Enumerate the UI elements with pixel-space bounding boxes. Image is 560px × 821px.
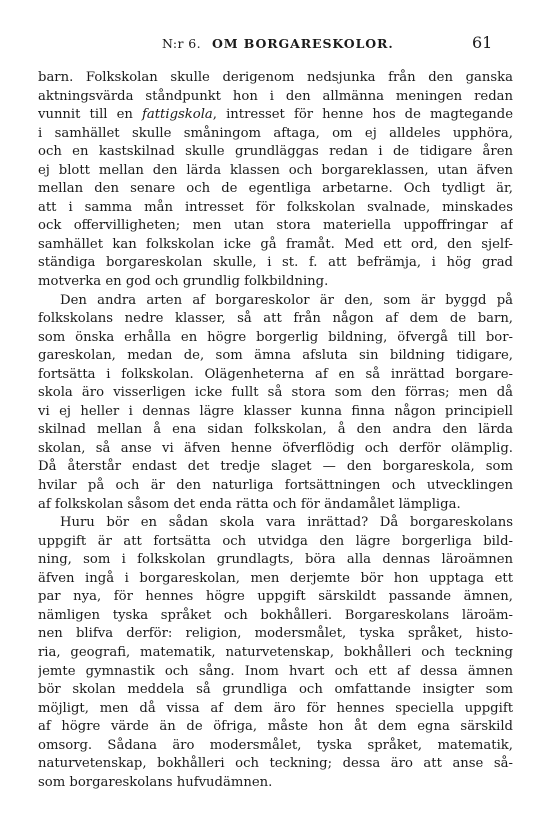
text-line [38, 533, 513, 552]
line-text: skola äro visserligen icke fullt så stora som den förras; men då [38, 385, 513, 401]
running-title: OM BORGARESKOLOR. [212, 36, 394, 51]
text-line [38, 106, 513, 125]
line-text: Huru bör en sådan skola vara inrättad? Då borgareskolans [60, 515, 513, 531]
text-line [38, 403, 513, 422]
line-text: af folkskolan såsom det enda rätta och för ändamålet lämpliga. [38, 496, 461, 512]
line-text: nen blifva derför: religion, modersmålet, tyska språket, histo- [38, 626, 513, 642]
line-text: par nya, för hennes högre uppgift särskildt passande ämnen, [38, 589, 513, 605]
text-line [38, 292, 513, 311]
text-line [38, 421, 513, 440]
line-text: fortsätta i folkskolan. Olägenheterna af en så inrättad borgare- [38, 366, 513, 382]
page-number: 61 [472, 33, 493, 52]
line-text: uppgift är att fortsätta och utvidga den lägre borgerliga bild- [38, 533, 513, 549]
text-line [38, 681, 513, 700]
paragraph [38, 292, 513, 515]
text-line [38, 607, 513, 626]
text-line [38, 217, 513, 236]
text-line [38, 496, 513, 515]
line-text: naturvetenskap, bokhålleri och teckning; dessa äro att anse så- [38, 756, 513, 772]
paragraph [38, 514, 513, 792]
text-line [38, 347, 513, 366]
line-text: att i samma mån intresset för folkskolan svalnade, minskades [38, 199, 513, 215]
line-text: vi ej heller i dennas lägre klasser kunna finna någon principiell [38, 403, 513, 419]
line-text: Den andra arten af borgareskolor är den, som är byggd på [60, 292, 513, 308]
emphasized-word: fattigskola [142, 107, 213, 123]
text-line [38, 69, 513, 88]
text-line [38, 88, 513, 107]
text-line [38, 310, 513, 329]
line-text: Då återstår endast det tredje slaget — den borgareskola, som [38, 459, 513, 475]
line-text: i samhället skulle småningom aftaga, om ej alldeles upphöra, [38, 125, 513, 141]
line-text: folkskolans nedre klasser, så att från någon af dem de barn, [38, 311, 513, 327]
line-text: aktningsvärda ståndpunkt hon i den allmänna meningen redan [38, 88, 513, 104]
paragraph [38, 69, 513, 292]
text-line [38, 718, 513, 737]
text-line [38, 366, 513, 385]
body-text [38, 69, 513, 792]
running-head [0, 33, 560, 56]
text-line [38, 180, 513, 199]
text-line [38, 384, 513, 403]
text-line [38, 700, 513, 719]
text-line [38, 236, 513, 255]
text-line [38, 125, 513, 144]
line-text: skilnad mellan å ena sidan folkskolan, å den andra den lärda [38, 422, 513, 438]
line-text: af högre värde än de öfriga, måste hon åt dem egna särskild [38, 719, 513, 735]
line-text: nämligen tyska språket och bokhålleri. Borgareskolans läroäm- [38, 607, 513, 623]
text-line [38, 440, 513, 459]
line-text: bör skolan meddela så grundliga och omfattande insigter som [38, 682, 513, 698]
text-line [38, 551, 513, 570]
text-line [38, 254, 513, 273]
line-text: som önska erhålla en högre borgerlig bildning, öfvergå till bor- [38, 329, 513, 345]
line-text: ria, geografi, matematik, naturvetenskap, bokhålleri och teckning [38, 644, 513, 660]
line-text-rest: , intresset för henne hos de magtegande [212, 107, 513, 123]
text-line [38, 625, 513, 644]
line-text: mellan den senare och de egentliga arbetarne. Och tydligt är, [38, 181, 513, 197]
line-text: hvilar på och är den naturliga fortsättningen och utvecklingen [38, 478, 513, 494]
line-text: samhället kan folkskolan icke gå framåt. Med ett ord, den sjelf- [38, 236, 513, 252]
line-text: ej blott mellan den lärda klassen och borgareklassen, utan äfven [38, 162, 513, 178]
text-line [38, 199, 513, 218]
text-line [38, 514, 513, 533]
text-line [38, 570, 513, 589]
line-text: ock offervilligheten; men utan stora materiella uppoffringar af [38, 218, 513, 234]
text-line [38, 588, 513, 607]
line-text: äfven ingå i borgareskolan, men derjemte bör hon upptaga ett [38, 570, 513, 586]
line-text: motverka en god och grundlig folkbildning. [38, 274, 329, 290]
text-line [38, 162, 513, 181]
line-text: barn. Folkskolan skulle derigenom nedsjunka från den ganska [38, 70, 513, 85]
line-text: skolan, så anse vi äfven henne öfverflödig och derför olämplig. [38, 440, 513, 456]
text-line [38, 143, 513, 162]
text-line [38, 755, 513, 774]
line-text: ning, som i folkskolan grundlagts, böra alla dennas läroämnen [38, 552, 513, 568]
text-line [38, 737, 513, 756]
line-text: vunnit till en [38, 107, 143, 123]
line-text: ständiga borgareskolan skulle, i st. f. att befrämja, i hög grad [38, 255, 513, 271]
text-line [38, 329, 513, 348]
line-text: jemte gymnastik och sång. Inom hvart och ett af dessa ämnen [38, 663, 513, 679]
text-line [38, 644, 513, 663]
line-text: och en kastskilnad skulle grundläggas redan i de tidigare åren [38, 144, 513, 160]
text-line [38, 774, 513, 793]
text-line [38, 458, 513, 477]
line-text: gareskolan, medan de, som ämna afsluta sin bildning tidigare, [38, 348, 513, 364]
line-text: möjligt, men då vissa af dem äro för hennes speciella uppgift [38, 700, 513, 716]
text-line [38, 663, 513, 682]
line-text: som borgareskolans hufvudämnen. [38, 774, 273, 790]
line-text: omsorg. Sådana äro modersmålet, tyska språket, matematik, [38, 737, 513, 753]
text-line [38, 273, 513, 292]
text-line [38, 477, 513, 496]
issue-number: N:r 6. [162, 36, 201, 51]
